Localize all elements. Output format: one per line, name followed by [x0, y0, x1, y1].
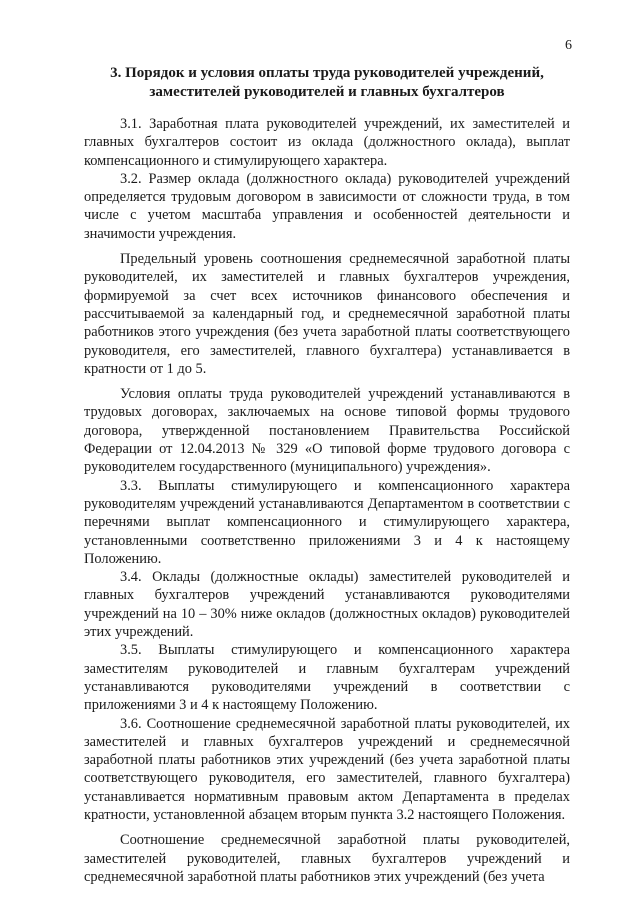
paragraph-3-4: 3.4. Оклады (должностные оклады) заместителей руководителей и главных бухгалтеров учреждений устанавливаются руководителями учреждений на 10 – 30% ниже окладов (должностных окладов) руководителей этих учреждений.: [84, 569, 570, 641]
paragraph-3-6: 3.6. Соотношение среднемесячной заработной платы руководителей, их заместителей и главных бухгалтеров учреждений и среднемесячной заработной платы работников этих учреждений (без учета заработной платы соответствующего руководителя, его заместителей, главного бухгалтера) устанавливается нормативным правовым актом Департамента в пределах кратности, установленной абзацем вторым пункта 3.2 настоящего Положения.: [84, 715, 570, 823]
paragraph-labor-contract-conditions: Условия оплаты труда руководителей учреждений устанавливаются в трудовых договорах, заключаемых на основе типовой формы трудового договора, утвержденной постановлением Правительства Российской Федерации от 12.04.2013 № 329 «О типовой форме трудового договора с руководителем государственного (муниципального) учреждения».: [84, 386, 570, 476]
paragraph-3-3: 3.3. Выплаты стимулирующего и компенсационного характера руководителям учреждений устанавливаются Департаментом в соответствии с перечнями выплат компенсационного и стимулирующего характера, установленными соответственно приложениями 3 и 4 к настоящему Положению.: [84, 477, 570, 567]
page-number: 6: [565, 38, 572, 53]
paragraph-3-2: 3.2. Размер оклада (должностного оклада) руководителей учреждений определяется трудовым договором в зависимости от сложности труда, в том числе с учетом масштаба управления и особенностей деятельности и значимости учреждения.: [84, 170, 570, 242]
section-title: 3. Порядок и условия оплаты труда руководителей учреждений, заместителей руководителей и главных бухгалтеров: [110, 65, 544, 100]
document-body: [84, 115, 570, 886]
paragraph-salary-ratio-limit: Предельный уровень соотношения среднемесячной заработной платы руководителей, их заместителей и главных бухгалтеров учреждения, формируемой за счет всех источников финансового обеспечения и рассчитываемой за календарный год, и среднемесячной заработной платы работников этого учреждения (без учета заработной платы соответствующего руководителя, его заместителей, главного бухгалтера) устанавливается в кратности от 1 до 5.: [84, 251, 570, 377]
paragraph-3-1: 3.1. Заработная плата руководителей учреждений, их заместителей и главных бухгалтеров состоит из оклада (должностного оклада), выплат компенсационного и стимулирующего характера.: [84, 116, 570, 169]
paragraph-3-5: 3.5. Выплаты стимулирующего и компенсационного характера заместителям руководителей и главным бухгалтерам учреждений устанавливаются руководителями учреждений в соответствии с приложениями 3 и 4 к настоящему Положению.: [84, 642, 570, 714]
paragraph-salary-ratio-continued: Соотношение среднемесячной заработной платы руководителей, заместителей руководителей, главных бухгалтеров учреждений и среднемесячной заработной платы работников этих учреждений (без учета: [84, 832, 570, 885]
